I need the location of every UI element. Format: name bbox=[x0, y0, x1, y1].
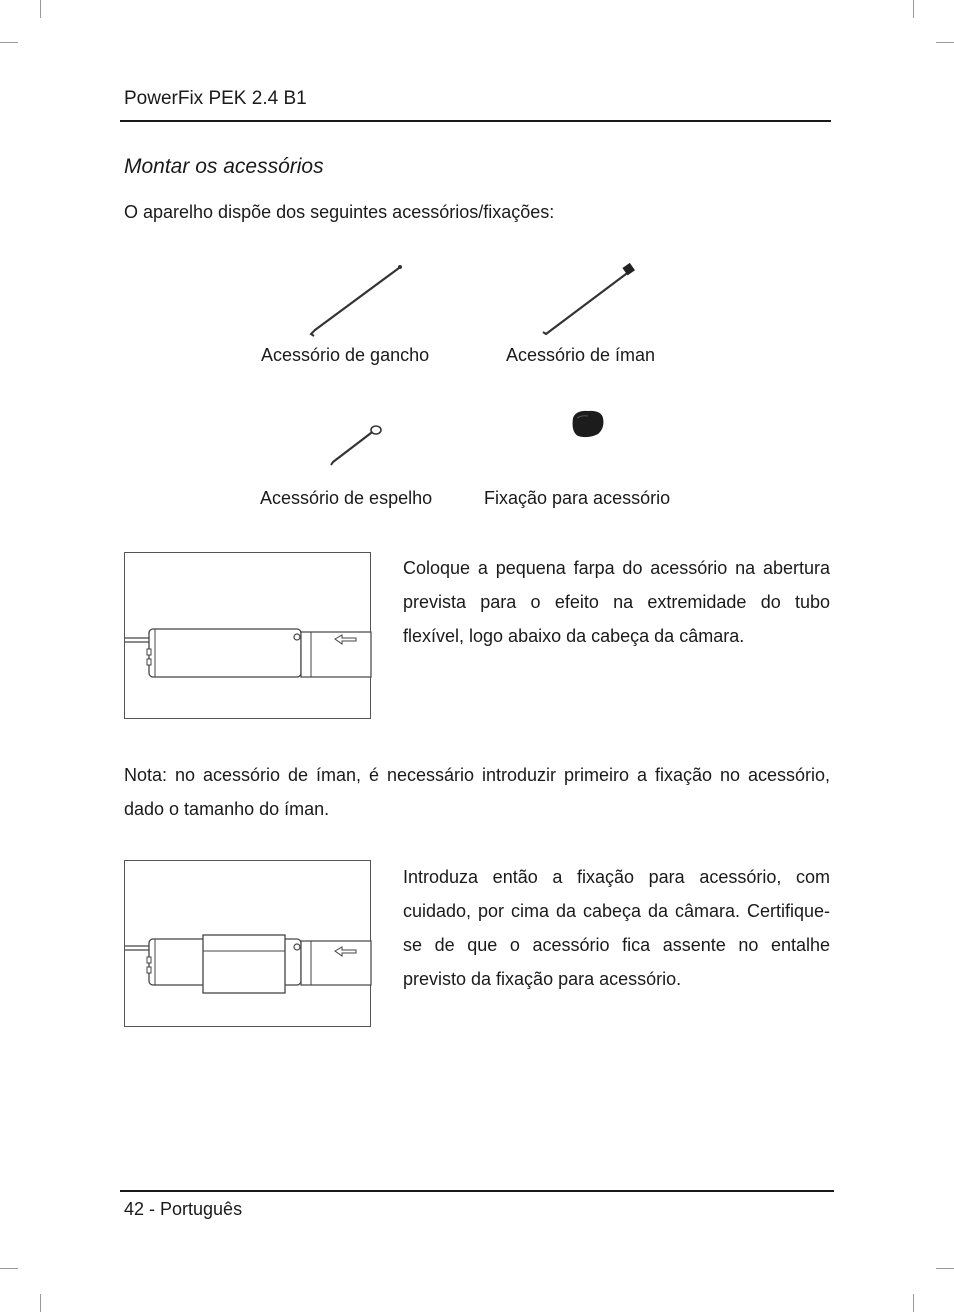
accessory-label: Acessório de íman bbox=[506, 345, 656, 365]
intro-text: O aparelho dispõe dos seguintes acessórios/fixações: bbox=[124, 202, 555, 222]
crop-mark bbox=[40, 1294, 41, 1312]
step1-text: Coloque a pequena farpa do acessório na abertura prevista para o efeito na extremidade do tubo flexível, logo abaixo da cabeça da câmara. bbox=[403, 558, 830, 646]
illustration-attach-accessory bbox=[124, 552, 371, 719]
footer-page-label: 42 - Português bbox=[124, 1199, 243, 1219]
hook-accessory-icon bbox=[305, 262, 409, 340]
accessory-holder-icon bbox=[568, 406, 608, 442]
mirror-accessory-icon bbox=[325, 420, 389, 470]
crop-mark bbox=[936, 42, 954, 43]
accessory-label: Acessório de gancho bbox=[261, 345, 430, 365]
crop-mark bbox=[936, 1268, 954, 1269]
crop-mark bbox=[40, 0, 41, 18]
crop-mark bbox=[0, 42, 18, 43]
section-title: Montar os acessórios bbox=[124, 155, 324, 178]
crop-mark bbox=[913, 1294, 914, 1312]
footer-rule bbox=[120, 1190, 834, 1192]
crop-mark bbox=[913, 0, 914, 18]
note-text: Nota: no acessório de íman, é necessário introduzir primeiro a fixação no acessório, dado o tamanho do íman. bbox=[124, 765, 830, 819]
crop-mark bbox=[0, 1268, 18, 1269]
header-title: PowerFix PEK 2.4 B1 bbox=[124, 88, 307, 109]
header-rule bbox=[120, 120, 831, 122]
accessory-label: Fixação para acessório bbox=[484, 488, 671, 508]
accessory-label: Acessório de espelho bbox=[260, 488, 433, 508]
step2-text: Introduza então a fixação para acessório, com cuidado, por cima da cabeça da câmara. Certifique-se de que o acessório fica assente no entalhe previsto da fixação para acessório. bbox=[403, 867, 830, 989]
magnet-accessory-icon bbox=[538, 262, 642, 340]
illustration-attach-holder bbox=[124, 860, 371, 1027]
